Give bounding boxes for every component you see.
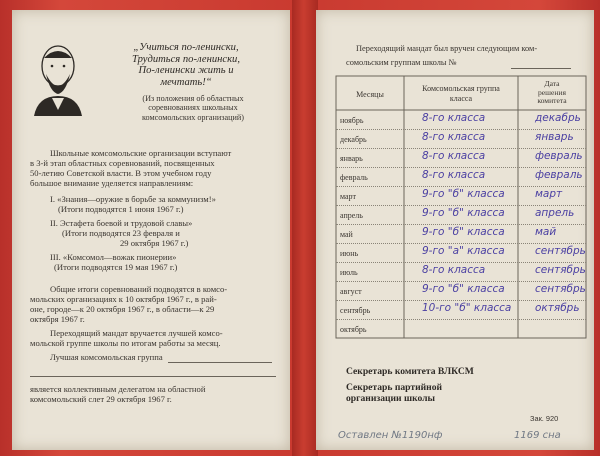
month-cell: июль [340, 268, 358, 277]
table-row [336, 186, 586, 205]
date-cell: сентябрь [535, 283, 586, 295]
group-cell: 9-го "б" класса [422, 283, 505, 295]
direction-note: (Итоги подводятся 1 июня 1967 г.) [58, 204, 184, 214]
column-header-months: Месяцы [356, 90, 384, 99]
direction-title: II. Эстафета боевой и трудовой славы» [50, 218, 193, 228]
secretary-party-line: Секретарь партийной [346, 382, 443, 393]
group-cell: 8-го класса [422, 150, 486, 162]
best-group-label: Лучшая комсомольская группа [50, 352, 163, 362]
row-divider [336, 262, 586, 263]
best-group-blank-2 [30, 376, 276, 377]
secretary-vlksm-label: Секретарь комитета ВЛКСМ [346, 366, 474, 377]
row-divider [336, 319, 586, 320]
mandate-line: мольской группе школы по итогам работы за месяц. [30, 338, 221, 348]
best-group-row [50, 352, 270, 362]
row-divider [336, 186, 586, 187]
direction-3 [50, 252, 280, 272]
footer-line: является коллективным делегатом на областной [30, 384, 206, 394]
row-divider [336, 243, 586, 244]
table-row [336, 319, 586, 338]
best-group-blank [168, 362, 272, 363]
month-cell: февраль [340, 173, 368, 182]
header-line: комитета [537, 96, 567, 106]
group-cell: 8-го класса [422, 264, 486, 276]
results-paragraph [30, 284, 276, 324]
month-cell: октябрь [340, 325, 367, 334]
date-cell: февраль [535, 150, 583, 162]
date-cell: сентябрь [535, 264, 586, 276]
table-row [336, 129, 586, 148]
row-divider [336, 148, 586, 149]
source-line: (Из положения об областных [142, 94, 244, 103]
row-divider [336, 205, 586, 206]
date-cell: апрель [535, 207, 575, 219]
table-body [336, 110, 586, 338]
group-cell: 8-го класса [422, 169, 486, 181]
row-divider [336, 300, 586, 301]
intro-line: в 3-й этап областных соревнований, посвященных [30, 158, 215, 168]
direction-title: I. «Знания—оружие в борьбе за коммунизм!» [50, 194, 216, 204]
mandate-line: Переходящий мандат вручается лучшей комсо- [50, 328, 223, 338]
direction-1 [50, 194, 280, 214]
group-cell: 9-го "б" класса [422, 188, 505, 200]
table-row [336, 167, 586, 186]
direction-title: III. «Комсомол—вожак пионерии» [50, 252, 177, 262]
secretary-party-label [346, 382, 442, 404]
footer-paragraph [30, 384, 276, 404]
table-row [336, 224, 586, 243]
school-number-blank [511, 68, 571, 69]
date-cell: январь [535, 131, 574, 143]
mandate-header [346, 42, 576, 70]
source-line: комсомольских организаций) [141, 112, 245, 122]
secretary-party-line: организации школы [346, 393, 436, 404]
results-line: октября 1967 г. [30, 314, 85, 324]
date-cell: октябрь [535, 302, 580, 314]
column-header-group [404, 84, 518, 103]
row-divider [336, 281, 586, 282]
month-cell: декабрь [340, 135, 367, 144]
table-row [336, 243, 586, 262]
order-number: Зак. 920 [530, 414, 559, 423]
header-line: решения [537, 87, 566, 97]
table-row [336, 110, 586, 129]
table-row [336, 205, 586, 224]
header-line: Дата [544, 79, 560, 88]
results-line: оне, городе—к 20 октября 1967 г., в области—к 29 [30, 304, 215, 314]
group-cell: 8-го класса [422, 131, 486, 143]
quote-line: Трудиться по-ленински, [132, 53, 240, 65]
month-cell: май [340, 230, 353, 239]
direction-note: (Итоги подводятся 23 февраля и [62, 228, 180, 238]
intro-line: Школьные комсомольские организации вступают [50, 148, 232, 158]
results-line: Общие итоги соревнований подводятся в комсо- [50, 284, 228, 294]
row-divider [336, 129, 586, 130]
month-cell: ноябрь [340, 116, 364, 125]
table-row [336, 262, 586, 281]
quote-line: По-ленински жить и [138, 65, 234, 76]
row-divider [336, 167, 586, 168]
left-page [12, 10, 290, 450]
pencil-note: Оставлен №1190нф [338, 430, 443, 441]
month-cell: март [340, 192, 356, 201]
month-cell: июнь [340, 249, 359, 258]
group-cell: 8-го класса [422, 112, 486, 124]
date-cell: май [535, 226, 557, 238]
intro-line: 50-летию Советской власти. В этом учебном году [30, 168, 212, 178]
group-cell: 9-го "б" класса [422, 207, 505, 219]
date-cell: декабрь [535, 112, 581, 124]
group-cell: 9-го "а" класса [422, 245, 505, 257]
header-line: Переходящий мандат был вручен следующим ком- [356, 44, 538, 53]
column-header-date [518, 80, 586, 106]
group-cell: 9-го "б" класса [422, 226, 505, 238]
direction-note: (Итоги подводятся 19 мая 1967 г.) [54, 262, 178, 272]
lenin-portrait-icon [28, 36, 88, 116]
table-row [336, 148, 586, 167]
quote-line: мечтать!“ [160, 76, 212, 88]
quote-source [108, 94, 278, 122]
mandate-paragraph [30, 328, 276, 348]
group-cell: 10-го "б" класса [422, 302, 512, 314]
intro-paragraph [30, 148, 276, 188]
month-cell: январь [340, 154, 363, 163]
lenin-quote [96, 42, 276, 88]
header-line: класса [449, 93, 473, 103]
table-row [336, 300, 586, 319]
pencil-number: 1169 сна [514, 430, 561, 441]
footer-line: комсомольский слет 29 октября 1967 г. [30, 394, 172, 404]
intro-line: большое внимание уделяется направлениям: [30, 178, 194, 188]
header-line: Комсомольская группа [422, 84, 500, 93]
month-cell: апрель [340, 211, 363, 220]
quote-line: „Учиться по-ленински, [133, 42, 239, 53]
row-divider [336, 224, 586, 225]
header-line: сомольским группам школы № [346, 58, 457, 67]
book-spine [292, 0, 318, 456]
results-line: мольских организациях к 10 октября 1967 г., в рай- [30, 294, 217, 304]
direction-note: 29 октября 1967 г.) [120, 238, 189, 248]
date-cell: сентябрь [535, 245, 586, 257]
month-cell: август [340, 287, 362, 296]
date-cell: февраль [535, 169, 583, 181]
right-page [316, 10, 594, 450]
month-cell: сентябрь [340, 306, 371, 315]
table-row [336, 281, 586, 300]
date-cell: март [535, 188, 563, 200]
source-line: соревнованиях школьных [148, 103, 238, 113]
direction-2 [50, 218, 280, 248]
